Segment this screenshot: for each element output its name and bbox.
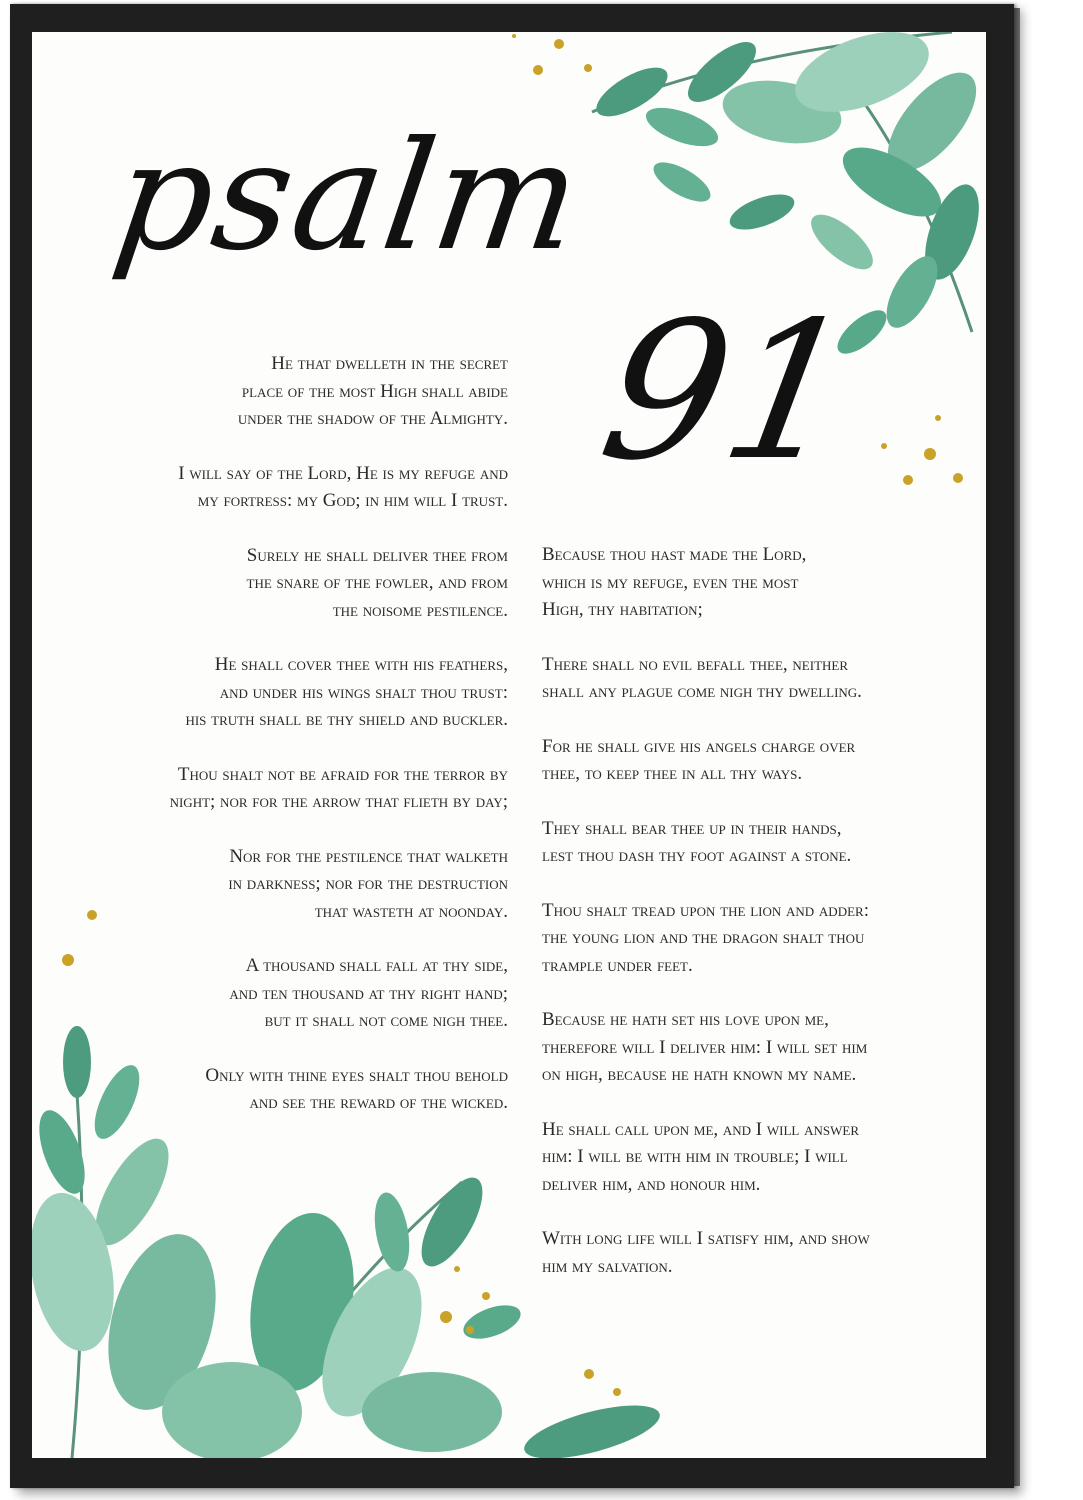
frame-side-edge [1014, 8, 1020, 1486]
verse: He that dwelleth in the secret place of the most High shall abide under the shadow of the Almighty. [237, 353, 508, 429]
verse: There shall no evil befall thee, neither shall any plague come nigh thy dwelling. [542, 653, 862, 702]
verses-right-column [542, 541, 942, 1307]
poster-paper [32, 32, 986, 1458]
verse: He shall cover thee with his feathers, and under his wings shalt thou trust: his truth shall be thy shield and buckler. [185, 654, 508, 730]
title-number: 91 [587, 281, 869, 502]
verse: Thou shalt not be afraid for the terror by night; nor for the arrow that flieth by day; [169, 763, 508, 812]
verse: For he shall give his angels charge over thee, to keep thee in all thy ways. [542, 735, 856, 784]
verse: I will say of the Lord, He is my refuge and my fortress: my God; in him will I trust. [178, 462, 508, 511]
verses-left-column [102, 350, 508, 1144]
verse: A thousand shall fall at thy side, and ten thousand at thy right hand; but it shall not come nigh thee. [229, 955, 508, 1031]
verse: They shall bear thee up in their hands, lest thou dash thy foot against a stone. [542, 817, 852, 866]
verse: Only with thine eyes shalt thou behold and see the reward of the wicked. [205, 1064, 508, 1113]
verse: He shall call upon me, and I will answer him: I will be with him in trouble; I will deliver him, and honour him. [542, 1118, 859, 1195]
title-psalm: psalm [104, 110, 592, 284]
verse: Surely he shall deliver thee from the snare of the fowler, and from the noisome pestilence. [246, 544, 508, 621]
verse: With long life will I satisfy him, and show him my salvation. [542, 1228, 870, 1277]
verse: Thou shalt tread upon the lion and adder: the young lion and the dragon shalt thou trample under feet. [542, 899, 869, 976]
verse: Because he hath set his love upon me, therefore will I deliver him: I will set him on high, because he hath known my name. [542, 1009, 868, 1085]
verse: Nor for the pestilence that walketh in darkness; nor for the destruction that wasteth at noonday. [228, 845, 508, 922]
verse: Because thou hast made the Lord, which is my refuge, even the most High, thy habitation; [542, 544, 807, 620]
